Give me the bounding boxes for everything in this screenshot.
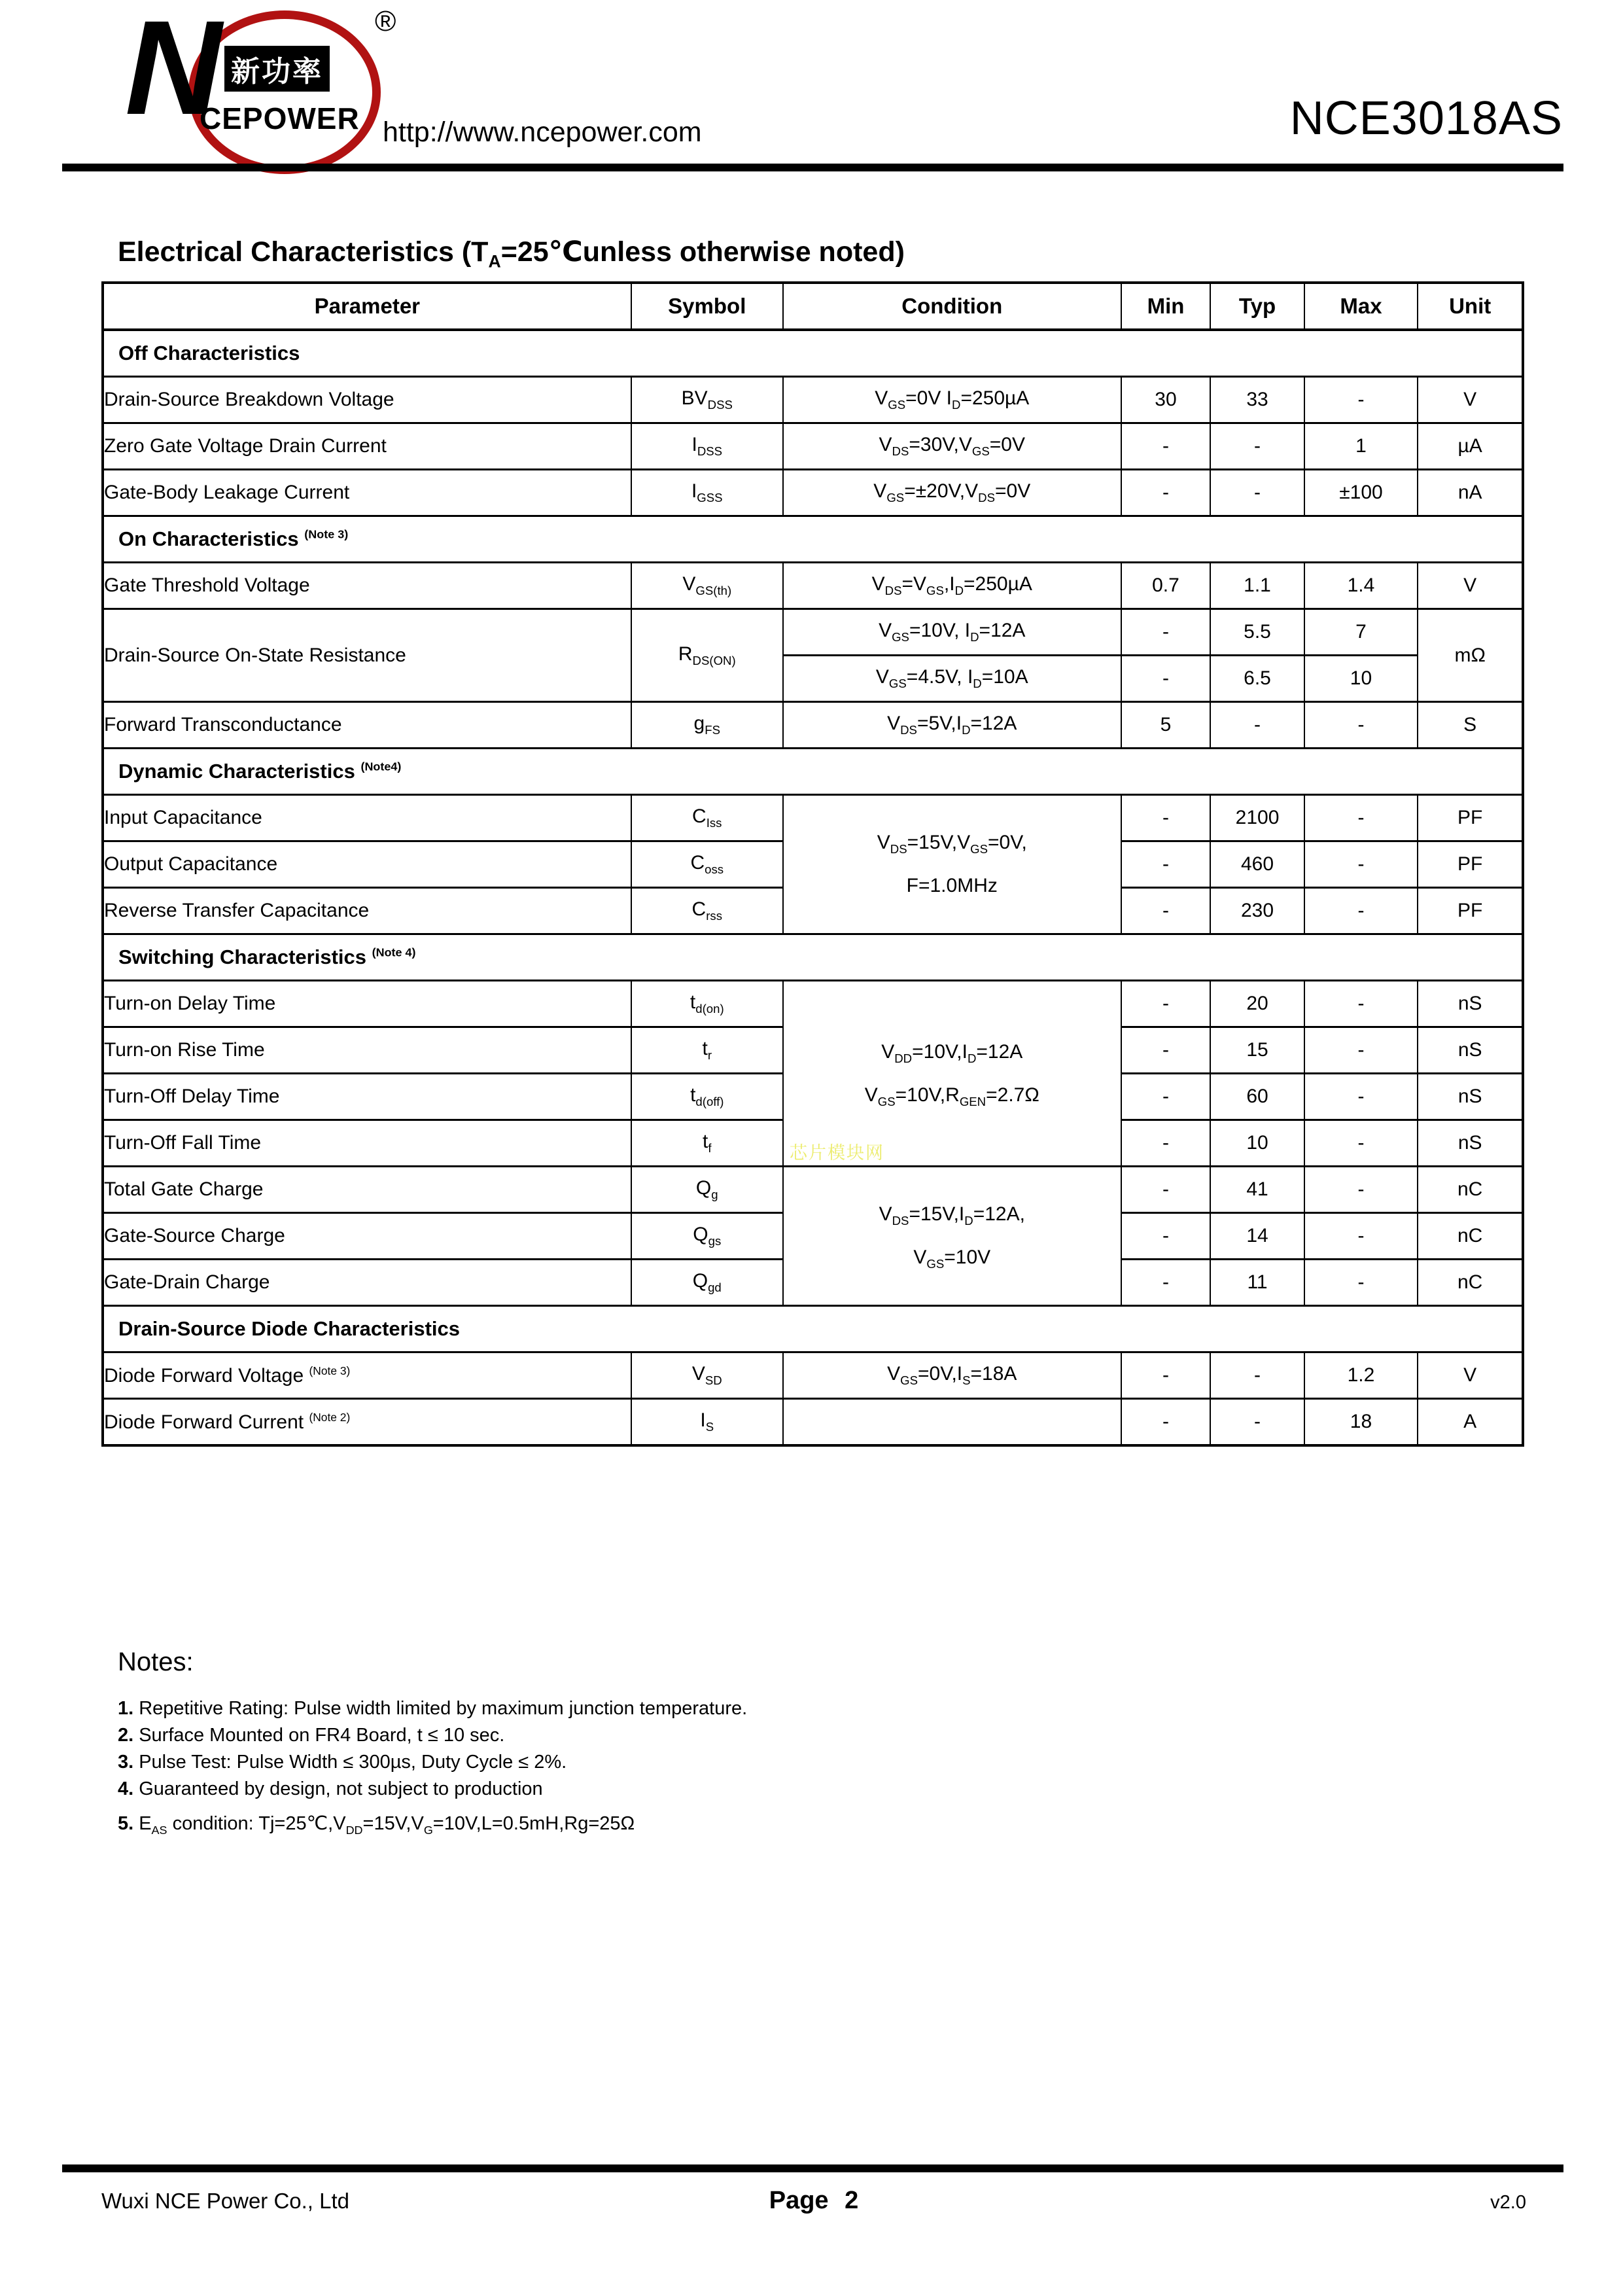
param-cell: Turn-on Rise Time <box>103 1027 631 1074</box>
unit-cell: nC <box>1418 1167 1523 1213</box>
unit-cell: A <box>1418 1399 1523 1446</box>
table-row <box>103 702 1523 749</box>
footer-version: v2.0 <box>1490 2192 1526 2213</box>
note-item <box>118 1776 1361 1803</box>
min-cell: - <box>1121 1120 1211 1167</box>
param-cell: Drain-Source Breakdown Voltage <box>103 377 631 423</box>
param-cell: Forward Transconductance <box>103 702 631 749</box>
note-number: 4. <box>118 1778 134 1799</box>
min-cell: - <box>1121 423 1211 470</box>
typ-cell: - <box>1210 1399 1304 1446</box>
symbol-cell: $t_{d(on)}$ <box>631 981 783 1027</box>
table-header-row <box>103 283 1523 330</box>
table-row <box>103 981 1523 1027</box>
unit-cell: nS <box>1418 1027 1523 1074</box>
section-label: Off Characteristics <box>103 330 1523 377</box>
unit-cell: PF <box>1418 795 1523 841</box>
condition-cell: $V_{GS}=0V$ $I_D=250\mu A$ <box>783 377 1121 423</box>
condition-cell: $V_{GS}=4.5V$, $I_D=10A$ <box>783 656 1121 702</box>
param-cell: Zero Gate Voltage Drain Current <box>103 423 631 470</box>
min-cell: 30 <box>1121 377 1211 423</box>
max-cell: 1.4 <box>1304 563 1418 609</box>
condition-cell: $V_{DS}=V_{GS},I_D=250\mu A$ <box>783 563 1121 609</box>
max-cell: - <box>1304 888 1418 934</box>
param-cell: Diode Forward Current $^{(Note 2)}$ <box>103 1399 631 1446</box>
table-row <box>103 470 1523 516</box>
max-cell: - <box>1304 1120 1418 1167</box>
symbol-cell: $V_{GS(th)}$ <box>631 563 783 609</box>
max-cell: 10 <box>1304 656 1418 702</box>
table-row <box>103 1399 1523 1446</box>
col-header-typ: Typ <box>1210 283 1304 330</box>
condition-cell: $V_{DS}=30V,V_{GS}=0V$ <box>783 423 1121 470</box>
min-cell: 0.7 <box>1121 563 1211 609</box>
typ-cell: 230 <box>1210 888 1304 934</box>
param-cell: Gate-Body Leakage Current <box>103 470 631 516</box>
logo-brand-english: CEPOWER <box>200 101 360 135</box>
note-text: Surface Mounted on FR4 Board, t ≤ 10 sec. <box>139 1725 505 1746</box>
condition-cell <box>783 1399 1121 1446</box>
symbol-cell: $I_{DSS}$ <box>631 423 783 470</box>
min-cell: - <box>1121 1260 1211 1306</box>
footer-company: Wuxi NCE Power Co., Ltd <box>101 2189 350 2213</box>
symbol-cell: $I_{GSS}$ <box>631 470 783 516</box>
page-title: Electrical Characteristics ($T_A=25℃unless$ otherwise noted) <box>118 236 905 272</box>
min-cell: - <box>1121 795 1211 841</box>
section-switching-characteristics <box>103 934 1523 981</box>
param-cell: Drain-Source On-State Resistance <box>103 609 631 702</box>
typ-cell: 6.5 <box>1210 656 1304 702</box>
symbol-cell: $Q_g$ <box>631 1167 783 1213</box>
section-off-characteristics <box>103 330 1523 377</box>
max-cell: - <box>1304 841 1418 888</box>
min-cell: - <box>1121 1399 1211 1446</box>
footer-page-number: Page 2 <box>769 2187 859 2214</box>
note-item <box>118 1749 1361 1776</box>
max-cell: - <box>1304 377 1418 423</box>
note-number: 5. <box>118 1813 134 1834</box>
condition-cell: $V_{DS}=15V,I_D=12A$, $V_{GS}=10V$ <box>783 1167 1121 1306</box>
col-header-symbol: Symbol <box>631 283 783 330</box>
section-on-characteristics <box>103 516 1523 563</box>
unit-cell: mΩ <box>1418 609 1523 702</box>
unit-cell: nC <box>1418 1213 1523 1260</box>
unit-cell: PF <box>1418 888 1523 934</box>
company-website-link[interactable]: http://www.ncepower.com <box>383 116 702 148</box>
param-cell: Gate-Source Charge <box>103 1213 631 1260</box>
condition-cell: $V_{GS}=\pm 20V,V_{DS}=0V$ <box>783 470 1121 516</box>
typ-cell: 14 <box>1210 1213 1304 1260</box>
unit-cell: PF <box>1418 841 1523 888</box>
note-number: 2. <box>118 1725 134 1746</box>
watermark-text: 芯片模块网 <box>790 1143 884 1163</box>
symbol-cell: $t_f$ <box>631 1120 783 1167</box>
section-label: Drain-Source Diode Characteristics <box>103 1306 1523 1352</box>
max-cell: 1 <box>1304 423 1418 470</box>
symbol-cell: $t_r$ <box>631 1027 783 1074</box>
typ-cell: 10 <box>1210 1120 1304 1167</box>
min-cell: - <box>1121 1213 1211 1260</box>
max-cell: 18 <box>1304 1399 1418 1446</box>
notes-heading: Notes: <box>118 1648 194 1676</box>
typ-cell: 20 <box>1210 981 1304 1027</box>
condition-cell: $V_{GS}=10V$, $I_D=12A$ <box>783 609 1121 656</box>
col-header-unit: Unit <box>1418 283 1523 330</box>
table-row <box>103 1352 1523 1399</box>
typ-cell: 60 <box>1210 1074 1304 1120</box>
min-cell: - <box>1121 1074 1211 1120</box>
col-header-condition: Condition <box>783 283 1121 330</box>
param-cell: Turn-on Delay Time <box>103 981 631 1027</box>
symbol-cell: $C_{Iss}$ <box>631 795 783 841</box>
typ-cell: 460 <box>1210 841 1304 888</box>
unit-cell: nS <box>1418 1120 1523 1167</box>
logo-brand-chinese: 新功率 <box>224 46 330 92</box>
min-cell: - <box>1121 981 1211 1027</box>
unit-cell: V <box>1418 563 1523 609</box>
condition-cell: $V_{DS}=15V,V_{GS}=0V$, F=1.0MHz <box>783 795 1121 934</box>
max-cell: - <box>1304 795 1418 841</box>
unit-cell: S <box>1418 702 1523 749</box>
note-text: Guaranteed by design, not subject to production <box>139 1778 543 1799</box>
condition-cell: $V_{DD}=10V,I_D=12A$ $V_{GS}=10V,R_{GEN}=2.7\Omega$ <box>783 981 1121 1167</box>
param-cell: Turn-Off Delay Time <box>103 1074 631 1120</box>
param-cell: Gate-Drain Charge <box>103 1260 631 1306</box>
section-label: On Characteristics $^{(Note 3)}$ <box>103 516 1523 563</box>
table-row <box>103 795 1523 841</box>
logo-letter: N <box>125 0 218 143</box>
section-dynamic-characteristics <box>103 749 1523 795</box>
table-row <box>103 423 1523 470</box>
symbol-cell: $V_{SD}$ <box>631 1352 783 1399</box>
section-label: Switching Characteristics $^{(Note 4)}$ <box>103 934 1523 981</box>
note-item <box>118 1810 1361 1844</box>
table-row <box>103 563 1523 609</box>
unit-cell: nC <box>1418 1260 1523 1306</box>
section-diode-characteristics <box>103 1306 1523 1352</box>
notes-section <box>118 1648 1361 1844</box>
max-cell: - <box>1304 1213 1418 1260</box>
min-cell: - <box>1121 841 1211 888</box>
max-cell: 1.2 <box>1304 1352 1418 1399</box>
note-item <box>118 1695 1361 1722</box>
note-number: 1. <box>118 1698 134 1719</box>
symbol-cell: $t_{d(off)}$ <box>631 1074 783 1120</box>
typ-cell: 41 <box>1210 1167 1304 1213</box>
col-header-max: Max <box>1304 283 1418 330</box>
max-cell: - <box>1304 702 1418 749</box>
symbol-cell: $g_{FS}$ <box>631 702 783 749</box>
min-cell: - <box>1121 609 1211 656</box>
param-cell: Total Gate Charge <box>103 1167 631 1213</box>
typ-cell: 5.5 <box>1210 609 1304 656</box>
min-cell: - <box>1121 1167 1211 1213</box>
note-number: 3. <box>118 1752 134 1773</box>
col-header-min: Min <box>1121 283 1211 330</box>
condition-cell: $V_{DS}=5V,I_D=12A$ <box>783 702 1121 749</box>
unit-cell: nS <box>1418 981 1523 1027</box>
max-cell: - <box>1304 981 1418 1027</box>
typ-cell: 33 <box>1210 377 1304 423</box>
header-divider <box>62 164 1563 171</box>
max-cell: 7 <box>1304 609 1418 656</box>
page-footer <box>101 2187 1526 2215</box>
table-row <box>103 1167 1523 1213</box>
max-cell: - <box>1304 1074 1418 1120</box>
min-cell: - <box>1121 1027 1211 1074</box>
unit-cell: nS <box>1418 1074 1523 1120</box>
symbol-cell: $Q_{gd}$ <box>631 1260 783 1306</box>
symbol-cell: $C_{oss}$ <box>631 841 783 888</box>
col-header-parameter: Parameter <box>103 283 631 330</box>
param-cell: Reverse Transfer Capacitance <box>103 888 631 934</box>
unit-cell: V <box>1418 1352 1523 1399</box>
note-text: $E_{AS}$ condition: $Tj=25℃,V_{DD}=15V,V_G=10V,L=0.5mH,Rg=25\Omega$ <box>139 1813 635 1837</box>
param-cell: Output Capacitance <box>103 841 631 888</box>
max-cell: - <box>1304 1260 1418 1306</box>
table-row <box>103 609 1523 656</box>
registered-trademark-icon: ® <box>375 5 396 37</box>
unit-cell: nA <box>1418 470 1523 516</box>
table-row <box>103 377 1523 423</box>
symbol-cell: $I_S$ <box>631 1399 783 1446</box>
typ-cell: 1.1 <box>1210 563 1304 609</box>
min-cell: - <box>1121 888 1211 934</box>
typ-cell: - <box>1210 423 1304 470</box>
typ-cell: - <box>1210 702 1304 749</box>
condition-cell: $V_{GS}=0V,I_S=18A$ <box>783 1352 1121 1399</box>
note-item <box>118 1722 1361 1749</box>
electrical-characteristics-table <box>101 281 1524 1447</box>
unit-cell: µA <box>1418 423 1523 470</box>
max-cell: ±100 <box>1304 470 1418 516</box>
min-cell: 5 <box>1121 702 1211 749</box>
min-cell: - <box>1121 1352 1211 1399</box>
typ-cell: - <box>1210 470 1304 516</box>
symbol-cell: $BV_{DSS}$ <box>631 377 783 423</box>
symbol-cell: $R_{DS(ON)}$ <box>631 609 783 702</box>
param-cell: Diode Forward Voltage $^{(Note 3)}$ <box>103 1352 631 1399</box>
typ-cell: 15 <box>1210 1027 1304 1074</box>
param-cell: Input Capacitance <box>103 795 631 841</box>
max-cell: - <box>1304 1027 1418 1074</box>
footer-divider <box>62 2164 1563 2172</box>
min-cell: - <box>1121 470 1211 516</box>
param-cell: Turn-Off Fall Time <box>103 1120 631 1167</box>
typ-cell: 2100 <box>1210 795 1304 841</box>
part-number-title: NCE3018AS <box>1289 92 1563 145</box>
symbol-cell: $Q_{gs}$ <box>631 1213 783 1260</box>
min-cell: - <box>1121 656 1211 702</box>
unit-cell: V <box>1418 377 1523 423</box>
section-label: Dynamic Characteristics $^{(Note4)}$ <box>103 749 1523 795</box>
max-cell: - <box>1304 1167 1418 1213</box>
note-text: Repetitive Rating: Pulse width limited by maximum junction temperature. <box>139 1698 748 1719</box>
typ-cell: - <box>1210 1352 1304 1399</box>
symbol-cell: $C_{rss}$ <box>631 888 783 934</box>
note-text: Pulse Test: Pulse Width ≤ 300µs, Duty Cycle ≤ 2%. <box>139 1752 567 1773</box>
typ-cell: 11 <box>1210 1260 1304 1306</box>
param-cell: Gate Threshold Voltage <box>103 563 631 609</box>
